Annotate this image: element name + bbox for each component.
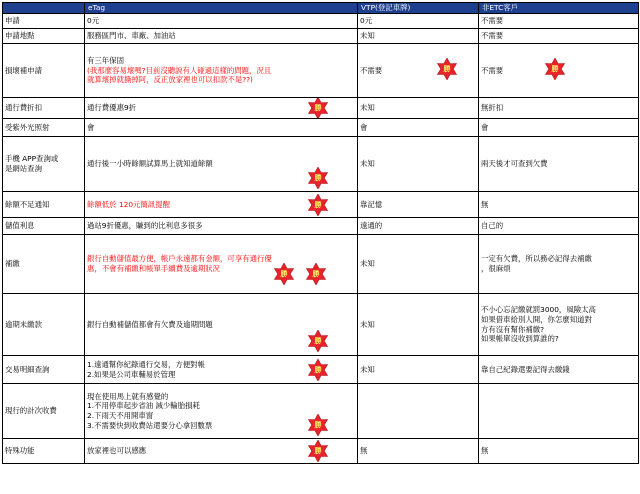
win-star-label: 勝 [314,337,322,345]
vtp-cell: 未知 [358,356,479,384]
row-label: 損壞補申請 [3,44,85,98]
etag-cell [85,137,358,192]
non-etc-cell [479,235,639,294]
win-star-label: 勝 [443,65,451,73]
win-star-icon [273,263,295,285]
row-label: 交易明細查詢 [3,356,85,384]
win-star-icon [544,58,566,80]
non-etc-cell [479,384,639,439]
etag-cell [85,44,358,98]
row-overdue [3,294,639,356]
win-star-icon [307,440,329,462]
cell-line: 如果帳單沒收到算誰的? [481,334,559,344]
row-label [3,137,85,192]
etag-cell: 會 [85,119,358,137]
etag-cell [85,294,358,356]
vtp-cell [358,384,479,439]
row-special [3,439,639,464]
win-star-icon [307,414,329,436]
row-per-trip [3,384,639,439]
cell-line: 方有沒有幫你補繳? [481,324,545,334]
etag-cell [85,235,358,294]
cell-line-red: (我那麼容易壞嗎?目前沒聽說有人碰過這樣的問題，況且 [87,65,272,75]
win-star-label: 勝 [280,270,288,278]
cell-line: 不需要 [360,65,383,75]
label-line: 手機 APP查詢或 [5,154,59,164]
row-label: 現行的計次收費 [3,384,85,439]
etag-cell [85,439,358,464]
vtp-cell: 靠記憶 [358,192,479,218]
etag-cell [85,356,358,384]
cell-line-red: 惠，不會有補繳和帳單手續費及逾期狀況 [87,264,221,273]
row-app-query [3,137,639,192]
win-star-label: 勝 [314,447,322,455]
win-star-icon [307,194,329,216]
row-label: 申請地點 [3,29,85,44]
cell-line: 1.不用停車起步省油 減少輪胎損耗 [87,401,200,411]
win-star-icon [307,330,329,352]
cell-line: 不小心忘記繳就罰3000，風險太高 [481,305,596,315]
cell-line: 如果借車給別人開，你怎麼知道對 [481,314,592,324]
cell-line: 1.遠通幫你紀錄通行交易，方便對帳 [87,359,205,369]
label-line: 是網站查詢 [5,164,42,173]
vtp-cell: 未知 [358,98,479,119]
row-label: 餘額不足通知 [3,192,85,218]
cell-line: 通行費優惠9折 [87,103,137,113]
row-discount [3,98,639,119]
win-star-label: 勝 [312,270,320,278]
win-star-label: 勝 [551,65,559,73]
non-etc-cell: 不需要 [479,14,639,29]
non-etc-cell [479,294,639,356]
cell-line: 現在使用馬上就有感覺的 [87,391,169,401]
row-label: 儲值利息 [3,218,85,235]
row-apply [3,14,639,29]
vtp-cell: 無 [358,439,479,464]
header-vtp: VTP(登記車牌) [358,3,479,14]
vtp-cell: 未知 [358,294,479,356]
row-label: 補繳 [3,235,85,294]
row-repay [3,235,639,294]
win-star-icon [307,359,329,381]
row-label: 受紫外光照射 [3,119,85,137]
etag-cell [85,384,358,439]
win-star-label: 勝 [314,366,322,374]
comparison-table [2,2,639,464]
cell-line: 不需要 [481,65,504,75]
cell-line: ，很麻煩 [481,264,511,273]
cell-line: 一定有欠費，所以務必記得去補繳 [481,254,592,264]
row-interest [3,218,639,235]
etag-cell [85,98,358,119]
vtp-cell: 未知 [358,137,479,192]
cell-line-red: 就算壞掉就撕掉阿，反正放家裡也可以扣款不是??) [87,75,253,85]
non-etc-cell: 兩天後才可查到欠費 [479,137,639,192]
header-etag: eTag [85,3,358,14]
cell-line: 2.下雨天不用開車窗 [87,411,154,420]
header-row [3,3,639,14]
row-uv [3,119,639,137]
cell-line-red: 銀行自動儲值最方便，帳戶永遠都有金額，可享有通行優 [87,254,272,264]
row-damage [3,44,639,98]
non-etc-cell: 不需要 [479,29,639,44]
header-blank [3,3,85,14]
non-etc-cell: 會 [479,119,639,137]
cell-line: 有三年保固 [87,56,124,66]
vtp-cell [358,44,479,98]
win-star-label: 勝 [314,104,322,112]
cell-line: 3.不需要快到收費站還要分心拿回數票 [87,420,213,430]
non-etc-cell: 無 [479,192,639,218]
row-label: 逾期未繳款 [3,294,85,356]
row-label: 通行費折扣 [3,98,85,119]
header-non-etc: 非ETC客戶 [479,3,639,14]
cell-line: 銀行自動補儲值都會有欠費及逾期問題 [87,319,213,329]
etag-cell [85,192,358,218]
cell-line: 通行後一小時餘額試算馬上就知道餘額 [87,159,213,169]
vtp-cell: 遠通的 [358,218,479,235]
vtp-cell: 未知 [358,29,479,44]
row-low-balance [3,192,639,218]
non-etc-cell: 無折扣 [479,98,639,119]
win-star-label: 勝 [314,201,322,209]
cell-line: 2.如果是公司車輔易於管理 [87,369,176,379]
non-etc-cell: 靠自己紀錄還要記得去繳錢 [479,356,639,384]
row-label: 申請 [3,14,85,29]
cell-line-red: 餘額低於 120元簡訊提醒 [87,199,170,209]
etag-cell: 0元 [85,14,358,29]
win-star-icon [436,58,458,80]
cell-line: 放家裡也可以感應 [87,446,147,456]
win-star-icon [307,167,329,189]
vtp-cell: 0元 [358,14,479,29]
row-transactions [3,356,639,384]
win-star-label: 勝 [314,174,322,182]
row-location [3,29,639,44]
non-etc-cell: 自己的 [479,218,639,235]
vtp-cell: 會 [358,119,479,137]
etag-cell: 過站9折優惠，賺到的比利息多很多 [85,218,358,235]
non-etc-cell: 無 [479,439,639,464]
etag-cell: 服務區門市、車廠、加油站 [85,29,358,44]
non-etc-cell [479,44,639,98]
row-label: 特殊功能 [3,439,85,464]
win-star-icon [305,263,327,285]
win-star-icon [307,98,329,119]
win-star-label: 勝 [314,421,322,429]
vtp-cell: 未知 [358,235,479,294]
